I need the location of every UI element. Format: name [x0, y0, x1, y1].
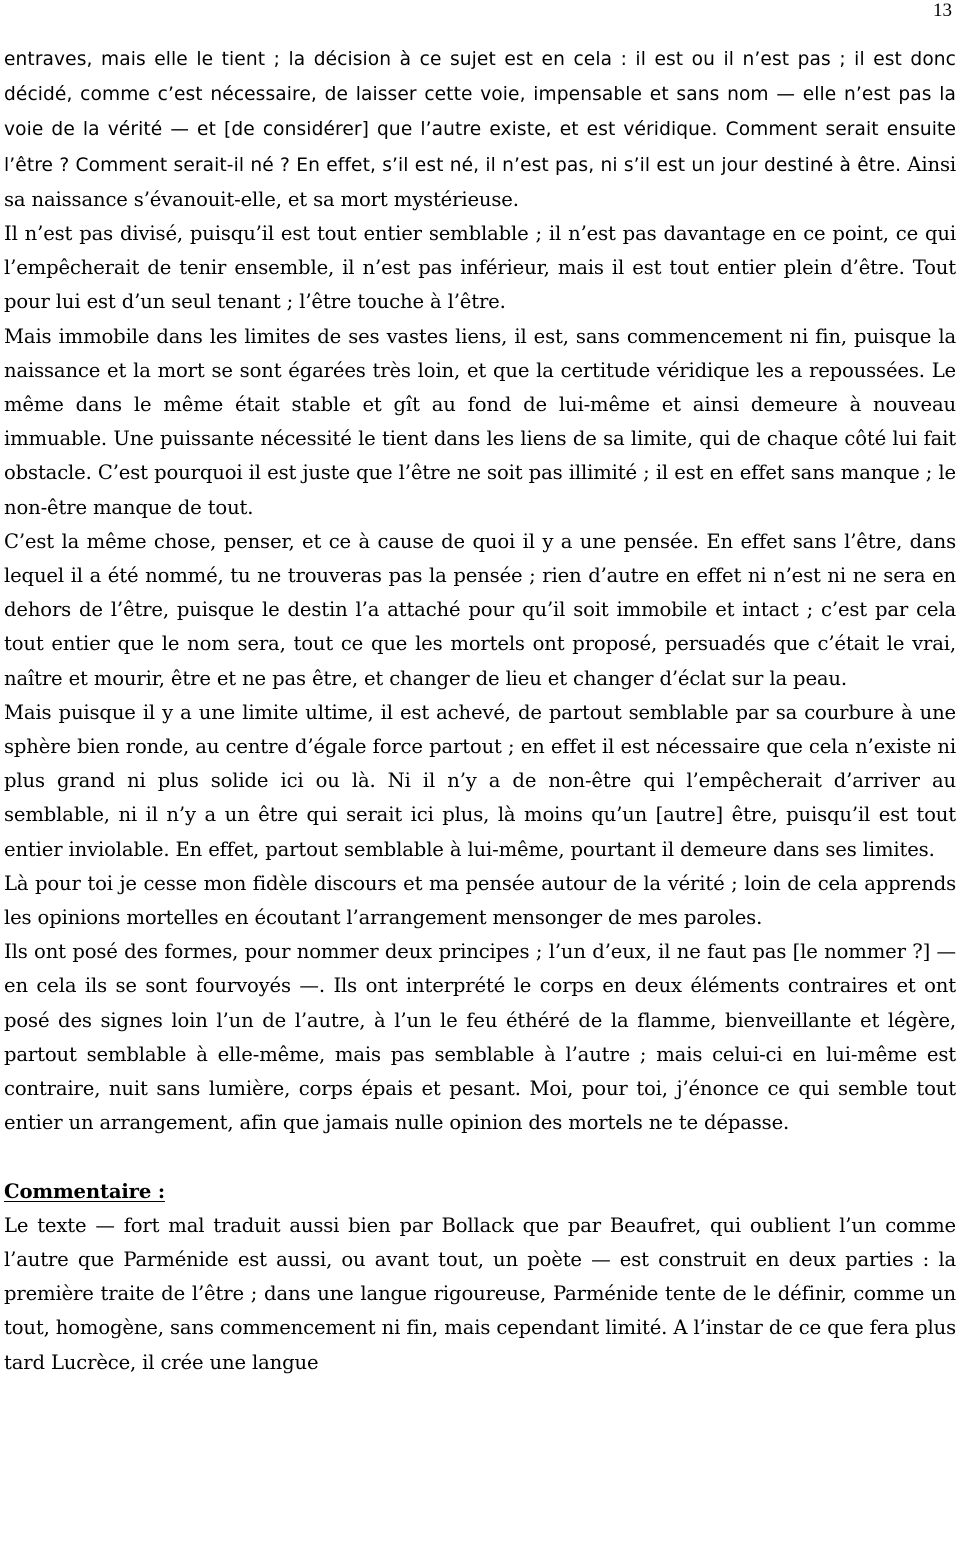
paragraph-1 — [4, 42, 956, 217]
paragraph-1-serif-part: Ainsi sa naissance s’évanouit-elle, et sa mort mystérieuse. — [4, 152, 956, 211]
paragraph-3: Mais immobile dans les limites de ses vastes liens, il est, sans commencement ni fin, puisque la naissance et la mort se sont égarées très loin, et que la certitude véridique les a repoussées. Le même dans le même était stable et gît au fond de lui-même et ainsi demeure à nouveau immuable. Une puissante nécessité le tient dans les liens de sa limite, qui de chaque côté lui fait obstacle. C’est pourquoi il est juste que l’être ne soit pas illimité ; il est en effet sans manque ; le non-être manque de tout. — [4, 324, 956, 519]
paragraph-7: Ils ont posé des formes, pour nommer deux principes ; l’un d’eux, il ne faut pas [le nommer ?] — en cela ils se sont fourvoyés —. Ils ont interprété le corps en deux éléments contraires et ont posé des signes loin l’un de l’autre, à l’un le feu éthéré de la flamme, bienveillante et légère, partout semblable à elle-même, mais pas semblable à l’autre ; mais celui-ci en lui-même est contraire, nuit sans lumière, corps épais et pesant. Moi, pour toi, j’énonce ce qui semble tout entier un arrangement, afin que jamais nulle opinion des mortels ne te dépasse. — [4, 940, 956, 1135]
paragraph-1-sans-part: entraves, mais elle le tient ; la décision à ce sujet est en cela : il est ou il n’est pas ; il est donc décidé, comme c’est nécessaire, de laisser cette voie, impensable et sans nom — elle n’est pas la voie de la vérité — et [de considérer] que l’autre existe, et est véridique. Comment serait ensuite l’être ? Comment serait-il né ? En effet, s’il est né, il n’est pas, ni s’il est un jour destiné à être. — [4, 49, 956, 176]
paragraph-6: Là pour toi je cesse mon fidèle discours et ma pensée autour de la vérité ; loin de cela apprends les opinions mortelles en écoutant l’arrangement mensonger de mes paroles. — [4, 871, 956, 930]
blank-line — [4, 1141, 956, 1175]
paragraph-4: C’est la même chose, penser, et ce à cause de quoi il y a une pensée. En effet sans l’être, dans lequel il a été nommé, tu ne trouveras pas la pensée ; rien d’autre en effet ni n’est ni ne sera en dehors de l’être, puisque le destin l’a attaché pour qu’il soit immobile et intact ; c’est par cela tout entier que le nom sera, tout ce que les mortels ont proposé, persuadés que c’était le vrai, naître et mourir, être et ne pas être, et changer de lieu et changer d’éclat sur la peau. — [4, 529, 956, 690]
page-number: 13 — [933, 0, 952, 21]
paragraph-2: Il n’est pas divisé, puisqu’il est tout entier semblable ; il n’est pas davantage en ce point, ce qui l’empêcherait de tenir ensemble, il n’est pas inférieur, mais il est tout entier plein d’être. Tout pour lui est d’un seul tenant ; l’être touche à l’être. — [4, 222, 956, 314]
commentary-heading: Commentaire : — [4, 1179, 165, 1203]
commentary-paragraph: Le texte — fort mal traduit aussi bien par Bollack que par Beaufret, qui oublient l’un comme l’autre que Parménide est aussi, ou avant tout, un poète — est construit en deux parties : la première traite de l’être ; dans une langue rigoureuse, Parménide tente de le définir, comme un tout, homogène, sans commencement ni fin, mais cependant limité. A l’instar de ce que fera plus tard Lucrèce, il crée une langue — [4, 1213, 956, 1374]
paragraph-5: Mais puisque il y a une limite ultime, il est achevé, de partout semblable par sa courbure à une sphère bien ronde, au centre d’égale force partout ; en effet il est nécessaire que cela n’existe ni plus grand ni plus solide ici ou là. Ni il n’y a de non-être qui l’empêcherait d’arriver au semblable, ni il n’y a un être qui serait ici plus, là moins qu’un [autre] être, puisqu’il est tout entier inviolable. En effet, partout semblable à lui-même, pourtant il demeure dans ses limites. — [4, 700, 956, 861]
document-body — [4, 42, 956, 1380]
commentary-heading-line — [4, 1175, 956, 1209]
